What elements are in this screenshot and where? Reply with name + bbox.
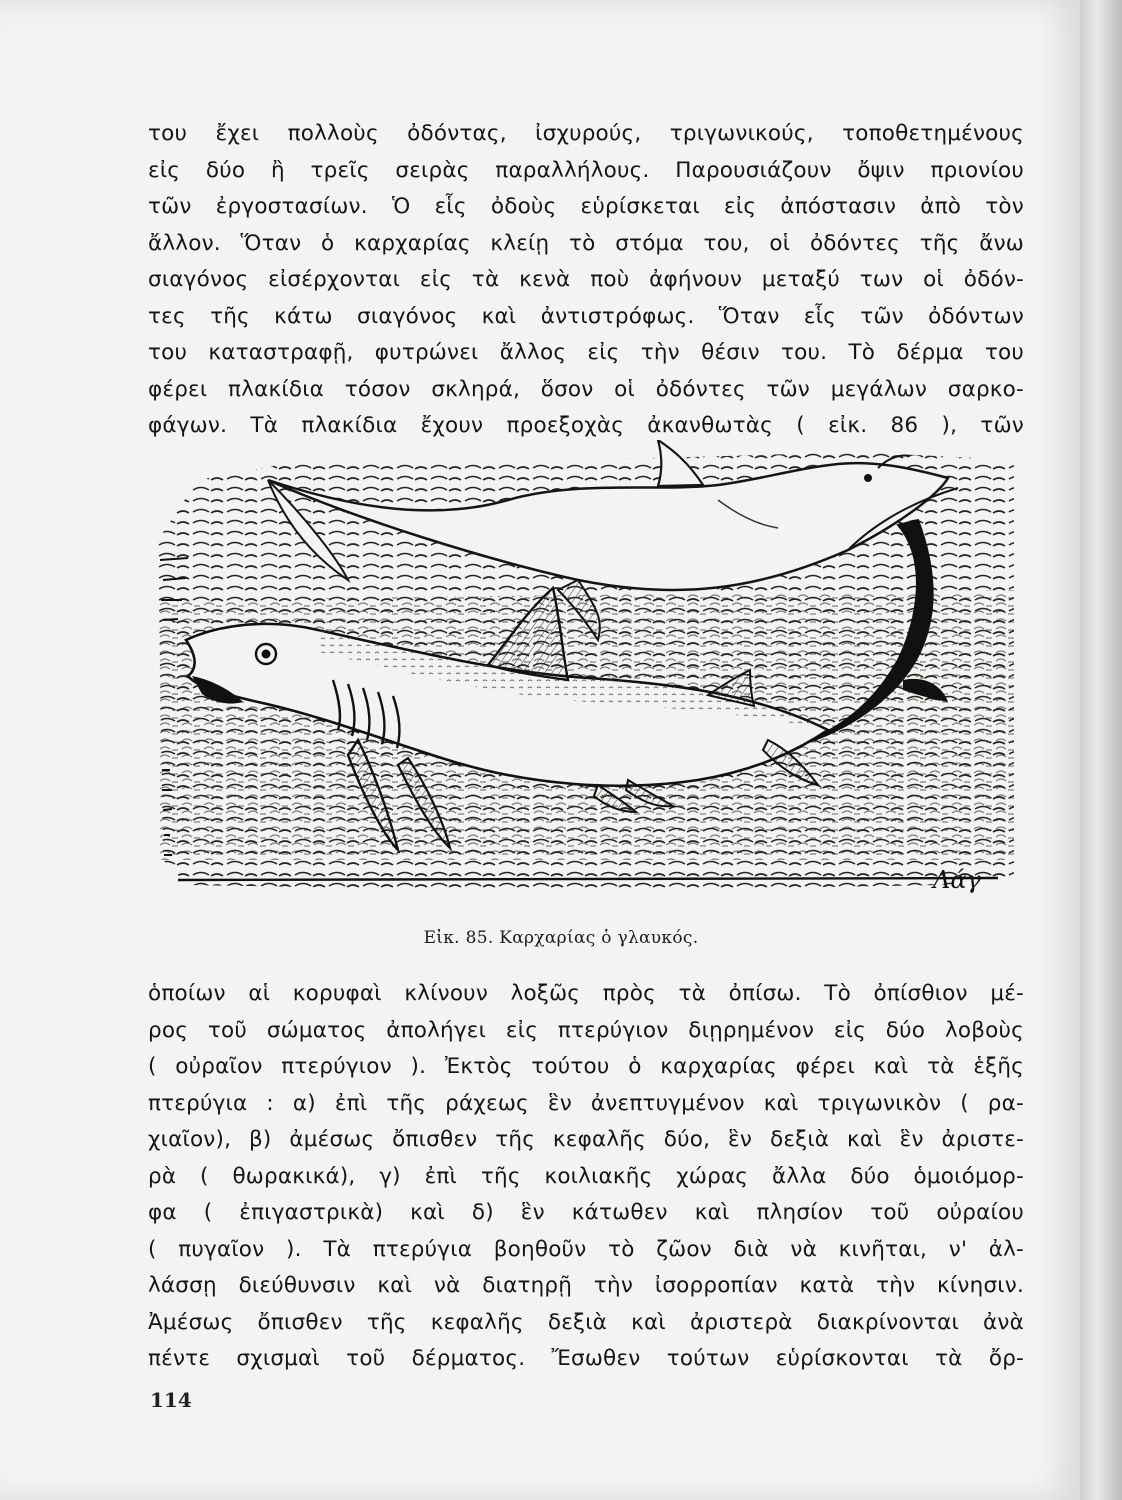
shark-illustration xyxy=(158,440,1014,910)
text-line: ρὰ ( θωρακικά), γ) ἐπὶ τῆς κοιλιακῆς χώρας ἄλλα δύο ὁμοιόμορ- xyxy=(148,1163,1024,1189)
text-line: χιαῖον), β) ἀμέσως ὄπισθεν τῆς κεφαλῆς δύο, ἓν δεξιὰ καὶ ἓν ἀριστε- xyxy=(148,1127,1024,1152)
text-line: εἰς δύο ἢ τρεῖς σειρὰς παραλλήλους. Παρουσιάζουν ὄψιν πριονίου xyxy=(148,157,1024,183)
text-line: τες τῆς κάτω σιαγόνος καὶ ἀντιστρόφως. Ὅταν εἷς τῶν ὀδόντων xyxy=(148,303,1024,329)
text-line: φα ( ἐπιγαστρικὰ) καὶ δ) ἓν κάτωθεν καὶ πλησίον τοῦ οὐραίου xyxy=(148,1200,1024,1225)
figure-caption: Εἰκ. 85. Καρχαρίας ὁ γλαυκός. xyxy=(423,928,699,948)
shark-drawing xyxy=(158,440,1014,910)
artist-signature: Λάγ xyxy=(933,866,981,894)
text-line: του ἔχει πολλοὺς ὀδόντας, ἰσχυρούς, τριγωνικούς, τοποθετημένους xyxy=(148,121,1024,146)
text-line: σιαγόνος εἰσέρχονται εἰς τὰ κενὰ ποὺ ἀφήνουν μεταξύ των οἱ ὀδόν- xyxy=(148,267,1024,292)
text-line: του καταστραφῇ, φυτρώνει ἄλλος εἰς τὴν θέσιν του. Τὸ δέρμα του xyxy=(148,340,1024,365)
text-line: Ἀμέσως ὄπισθεν τῆς κεφαλῆς δεξιὰ καὶ ἀριστερὰ διακρίνονται ἀνὰ xyxy=(148,1309,1024,1335)
paragraph-top xyxy=(148,116,1024,445)
text-line: τῶν ἐργοστασίων. Ὁ εἷς ὀδοὺς εὑρίσκεται εἰς ἀπόστασιν ἀπὸ τὸν xyxy=(148,194,1024,219)
text-line: ἄλλον. Ὅταν ὁ καρχαρίας κλείῃ τὸ στόμα του, οἱ ὀδόντες τῆς ἄνω xyxy=(148,230,1024,256)
paragraph-bottom xyxy=(148,976,1024,1378)
text-line: ( πυγαῖον ). Τὰ πτερύγια βοηθοῦν τὸ ζῶον διὰ νὰ κινῆται, ν' ἀλ- xyxy=(148,1236,1024,1262)
text-line: φέρει πλακίδια τόσον σκληρά, ὅσον οἱ ὀδόντες τῶν μεγάλων σαρκο- xyxy=(148,376,1024,402)
text-line: ρος τοῦ σώματος ἀπολήγει εἰς πτερύγιον διῃρημένον εἰς δύο λοβοὺς xyxy=(148,1017,1024,1043)
text-line: φάγων. Τὰ πλακίδια ἔχουν προεξοχὰς ἀκανθωτὰς ( εἰκ. 86 ), τῶν xyxy=(148,413,1024,438)
text-line: λάσσῃ διεύθυνσιν καὶ νὰ διατηρῇ τὴν ἰσορροπίαν κατὰ τὴν κίνησιν. xyxy=(148,1273,1024,1298)
page-edge xyxy=(1080,0,1122,1500)
text-line: ὁποίων αἱ κορυφαὶ κλίνουν λοξῶς πρὸς τὰ ὀπίσω. Τὸ ὀπίσθιον μέ- xyxy=(148,981,1024,1006)
text-line: πτερύγια : α) ἐπὶ τῆς ράχεως ἓν ἀνεπτυγμένον καὶ τριγωνικὸν ( ρα- xyxy=(148,1090,1024,1116)
page-number: 114 xyxy=(150,1388,192,1412)
text-line: ( οὐραῖον πτερύγιον ). Ἐκτὸς τούτου ὁ καρχαρίας φέρει καὶ τὰ ἑξῆς xyxy=(148,1054,1024,1079)
text-line: πέντε σχισμαὶ τοῦ δέρματος. Ἔσωθεν τούτων εὑρίσκονται τὰ ὄρ- xyxy=(148,1346,1024,1371)
